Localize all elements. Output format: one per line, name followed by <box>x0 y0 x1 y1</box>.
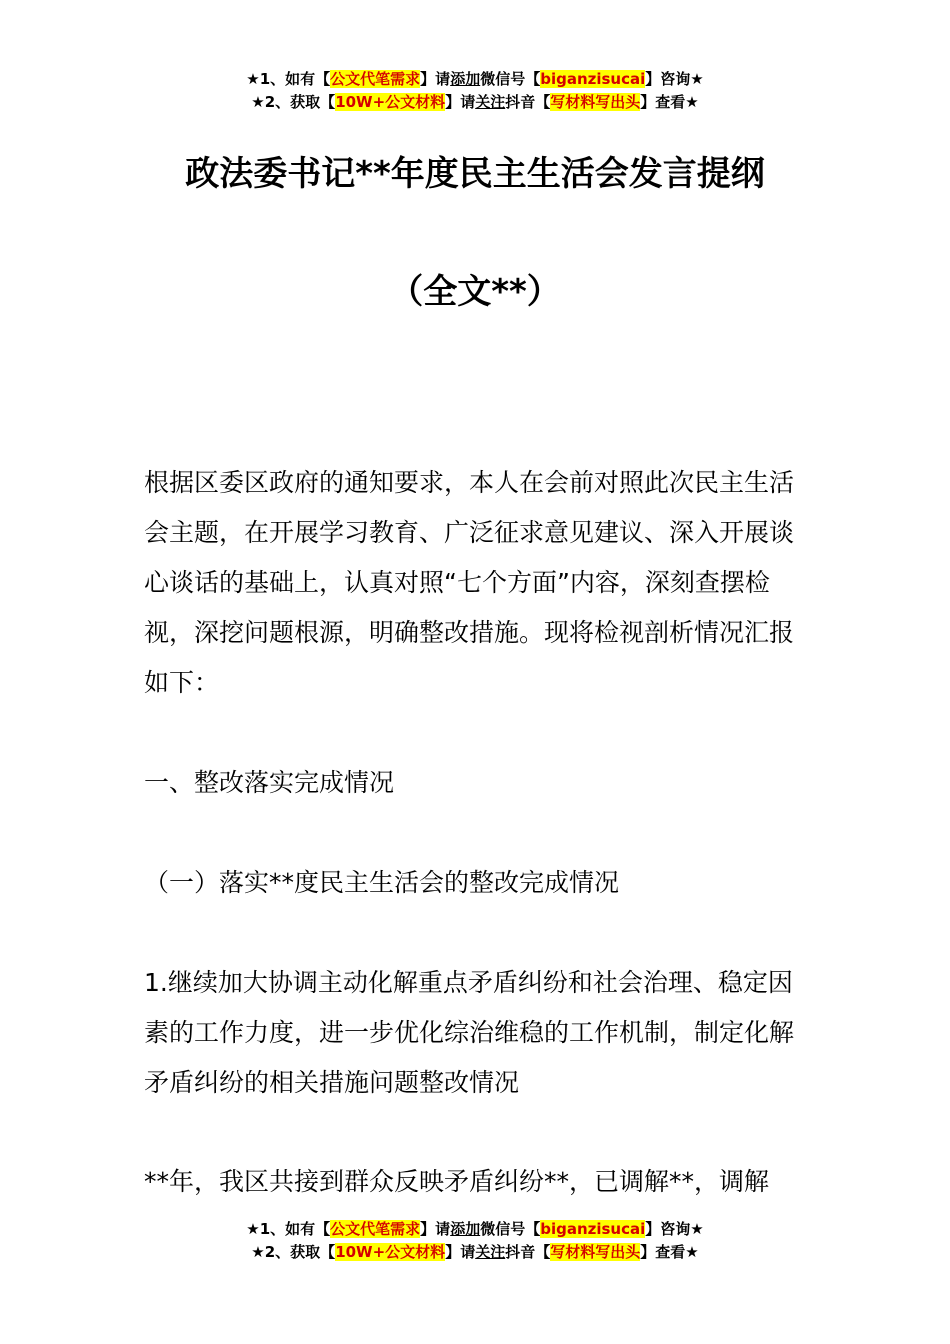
banner-douyin-name: 写材料写出头 <box>550 1243 641 1261</box>
banner-highlight: 公文代笔需求 <box>330 1220 421 1238</box>
banner-highlight: 公文代笔需求 <box>330 70 421 88</box>
banner-wechat-id: biganzisucai <box>540 1220 646 1238</box>
document-title: 政法委书记**年度民主生活会发言提纲 <box>185 154 765 194</box>
item-paragraph: 1.继续加大协调主动化解重点矛盾纠纷和社会治理、稳定因素的工作力度，进一步优化综治维稳的工作机制，制定化解矛盾纠纷的相关措施问题整改情况 <box>144 968 795 1097</box>
banner-line-1: ★1、如有【公文代笔需求】请添加微信号【biganzisucai】咨询★ <box>246 70 704 88</box>
bottom-banner <box>0 1218 950 1264</box>
banner-line-1: ★1、如有【公文代笔需求】请添加微信号【biganzisucai】咨询★ <box>246 1220 704 1238</box>
document-subtitle: （全文**） <box>389 272 561 312</box>
intro-paragraph: 根据区委区政府的通知要求，本人在会前对照此次民主生活会主题，在开展学习教育、广泛征求意见建议、深入开展谈心谈话的基础上，认真对照“七个方面”内容，深刻查摆检视，深挖问题根源，明确整改措施。现将检视剖析情况汇报如下： <box>144 468 795 697</box>
section-heading: 一、整改落实完成情况 <box>144 768 395 797</box>
banner-line-2: ★2、获取【10W+公文材料】请关注抖音【写材料写出头】查看★ <box>251 93 699 111</box>
banner-douyin-name: 写材料写出头 <box>550 93 641 111</box>
banner-highlight: 10W+公文材料 <box>335 93 446 111</box>
banner-wechat-id: biganzisucai <box>540 70 646 88</box>
banner-highlight: 10W+公文材料 <box>335 1243 446 1261</box>
top-banner <box>0 68 950 114</box>
banner-line-2: ★2、获取【10W+公文材料】请关注抖音【写材料写出头】查看★ <box>251 1243 699 1261</box>
body-paragraph: **年，我区共接到群众反映矛盾纠纷**，已调解**，调解 <box>144 1167 770 1196</box>
subsection-heading: （一）落实**度民主生活会的整改完成情况 <box>144 868 620 897</box>
